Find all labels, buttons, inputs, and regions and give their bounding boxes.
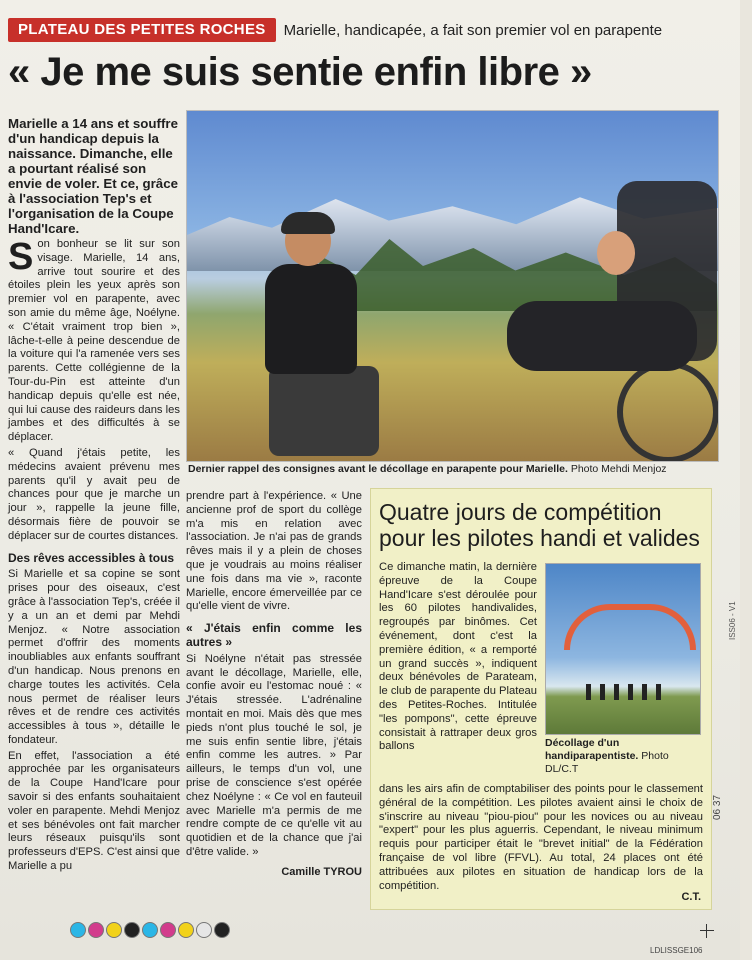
edition-code: 06 37	[712, 794, 723, 820]
color-swatch	[124, 922, 140, 938]
margin-code: ISS06 - V1	[728, 601, 737, 640]
people-silhouettes	[586, 684, 666, 700]
footer-code: LDLISSGE106	[650, 946, 703, 955]
color-swatch	[88, 922, 104, 938]
color-swatch	[214, 922, 230, 938]
paragraph-1: Son bonheur se lit sur son visage. Marielle, 14 ans, arrive tout sourire et des étoiles plein les yeux après son premier vol en parapente, avec son amie du même âge, Noélyne. « C'était vraiment trop bien », lâche-t-elle à peine descendue de la voiture qui l'a ramenée vers ses parents. Cette collégienne de la Tour-du-Pin est atteinte d'un handicap depuis qu'elle est née, qui lui cause des raideurs dans les jambes et des difficultés à se déplacer.	[8, 236, 180, 444]
mini-caption-text: Décollage d'un handiparapentiste.	[545, 737, 639, 762]
subheading-dreams: Des rêves accessibles à tous	[8, 550, 175, 565]
paraglider-wing-shape	[564, 604, 696, 650]
registration-mark-icon	[700, 924, 714, 938]
paragraph-4: En effet, l'association a été approchée par les organisateurs de la Coupe Hand'Icare pour savoir si des enfants souhaitaient voler en parapente. Mehdi Menjoz et ses bénévoles ont fait marcher leurs réseaux puisqu'ils sont professeurs d'EPS. C'est ainsi que Marielle a pu	[8, 749, 180, 873]
color-swatch	[142, 922, 158, 938]
rubric-row	[8, 18, 662, 42]
caption-text: Dernier rappel des consignes avant le décollage en parapente pour Marielle.	[188, 463, 568, 475]
color-swatch	[196, 922, 212, 938]
color-swatch	[106, 922, 122, 938]
instructor-figure	[245, 216, 375, 456]
box-title: Quatre jours de compétition pour les pilotes handi et valides	[379, 499, 700, 551]
subheading-quote: « J'étais enfin comme les autres »	[186, 621, 362, 649]
color-swatch	[70, 922, 86, 938]
paragliding-chair-figure	[467, 181, 717, 461]
mini-caption-credit: Photo DL/C.T	[545, 750, 669, 775]
main-photo-caption	[188, 463, 716, 476]
paragraph-5: prendre part à l'expérience. « Une ancienne prof de sport du collège m'a mis en relation avec l'association. Je n'ai pas de grands rêves mais il y a plein de choses que je voudrais au moins réaliser une fois dans ma vie », raconte Marielle, encore émerveillée par ce qu'elle vient de vivre.	[186, 490, 362, 613]
paragraph-6: Si Noélyne n'était pas stressée avant le décollage, Marielle, elle, confie avoir eu l'estomac noué : « J'étais stressée. L'adrénaline montait en moi. Mais dès que mes pieds n'ont plus touché le sol, je me suis enfin sentie libre, j'étais enfin comme les autres. » Par ailleurs, le temps d'un vol, une prise de conscience s'est opérée chez Noélyne : « Ce vol en fauteuil avec Marielle m'a permis de me rendre compte de ce qu'elle vit au quotidien et de la chance que j'ai d'être valide. »	[186, 652, 362, 858]
box-signature: C.T.	[681, 891, 701, 903]
rubric-label: PLATEAU DES PETITES ROCHES	[8, 18, 276, 42]
kicker-line: Marielle, handicapée, a fait son premier vol en parapente	[283, 21, 663, 39]
paragraph-2: « Quand j'étais petite, les médecins avaient prévenu mes parents qu'il y avait peu de chances pour que je marche un jour », rappelle la jeune fille, désormais fière de pouvoir se déplacer sur de courtes distances.	[8, 446, 180, 542]
box-paragraph-2: dans les airs afin de comptabiliser des points pour le classement général de la compétition. Les pilotes avaient ainsi le choix de s'inscrire au niveau "piou-piou" pour les novices ou au niveau "expert" pour les plus aguerris. Cependant, le niveau minimum requis pour participer était le "brevet initial" de la Fédération française de vol libre (FFVL). Au total, 24 places ont été attribuées aux pilotes en situation de handicap lors de la compétition.	[379, 783, 703, 892]
chapo: Marielle a 14 ans et souffre d'un handicap depuis la naissance. Dimanche, elle a pourtant réalisé son envie de voler. Et ce, grâce à l'association Tep's et l'organisation de la Coupe Hand'Icare.	[8, 116, 178, 236]
color-swatch	[160, 922, 176, 938]
paraglider-photo	[545, 563, 701, 735]
article-column-2	[186, 490, 362, 880]
sidebar-box	[370, 488, 712, 910]
headline: « Je me suis sentie enfin libre »	[8, 50, 592, 94]
color-swatches	[70, 922, 230, 938]
box-paragraph-1: Ce dimanche matin, la dernière épreuve de la Coupe Hand'Icare s'est déroulée pour les 60 pilotes handivalides, regroupés par binômes. Cet événement, dont c'est la première édition, « a remporté un grand succès », indiquent deux bénévoles de Parateam, le club de parapente du Plateau des Petites-Roches. Intitulée "les pompons", cette épreuve consistait à rattraper deux gros ballons	[379, 561, 537, 753]
color-swatch	[178, 922, 194, 938]
article-column-1	[8, 116, 180, 876]
main-photo	[186, 110, 719, 462]
paraglider-caption	[545, 737, 701, 776]
caption-credit: Photo Mehdi Menjoz	[570, 463, 667, 475]
paragraph-3: Si Marielle et sa copine se sont prises pour des oiseaux, c'est grâce à l'association Tep's, créée il y a un an et demi par Mehdi Menjoz. « Notre association permet d'offrir des moments inoubliables aux enfants souffrant d'un handicap. Nous prenons en charge toutes les activités. Cela nous permet de réaliser leurs rêves et de rendre ces activités accessibles à tous », détaille le fondateur.	[8, 568, 180, 746]
author-signature: Camille TYROU	[281, 865, 362, 878]
